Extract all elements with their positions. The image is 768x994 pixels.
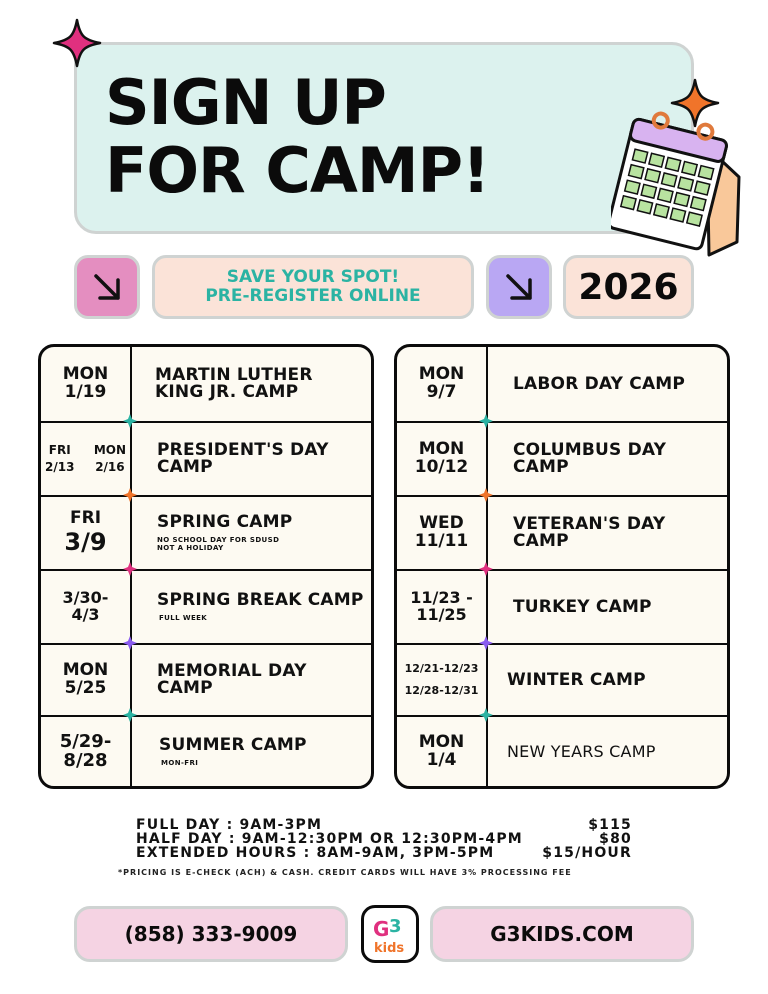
date-line: MON <box>418 364 465 385</box>
camp-event <box>513 497 721 569</box>
camp-note: NO SCHOOL DAY FOR SDUSD <box>157 536 280 544</box>
camp-event <box>157 571 365 643</box>
page-title <box>105 66 490 207</box>
camp-date <box>397 347 486 421</box>
pricing-table <box>136 818 632 860</box>
diamond-icon <box>123 562 137 576</box>
camp-row <box>41 643 371 715</box>
sparkle-star-icon <box>52 18 102 68</box>
phone-pill[interactable] <box>74 906 348 962</box>
camp-name: CAMP <box>513 531 569 551</box>
date-line: 11/25 <box>416 605 467 624</box>
date-line: 11/11 <box>414 531 469 551</box>
schedule-left-panel <box>38 344 374 789</box>
preregister-banner[interactable] <box>152 255 474 319</box>
camp-event <box>155 347 365 421</box>
arrow-right-box <box>486 255 552 319</box>
date-line: FRI <box>69 508 102 529</box>
diamond-icon <box>479 562 493 576</box>
date-line: 8/28 <box>63 749 108 771</box>
camp-row <box>397 643 727 715</box>
date-line: 5/25 <box>64 678 107 698</box>
title-line-1: SIGN UP <box>105 66 386 139</box>
pricing-value: $15/HOUR <box>542 845 632 861</box>
arrow-down-right-icon <box>90 270 124 304</box>
camp-date <box>41 423 130 495</box>
camp-name: SPRING CAMP <box>157 512 293 532</box>
website-pill[interactable] <box>430 906 694 962</box>
camp-row <box>397 569 727 643</box>
camp-event <box>513 571 721 643</box>
camp-date <box>397 645 486 715</box>
date-line: MON <box>93 443 126 458</box>
camp-row <box>41 347 371 421</box>
diamond-icon <box>123 636 137 650</box>
pricing-row <box>136 818 632 832</box>
camp-date <box>397 423 486 495</box>
camp-event <box>513 423 721 495</box>
camp-date <box>41 347 130 421</box>
camp-name: CAMP <box>157 457 213 477</box>
camp-name: MARTIN LUTHER <box>155 365 313 385</box>
date-line: 10/12 <box>414 457 469 477</box>
camp-name: KING JR. CAMP <box>155 382 299 402</box>
date-line: 3/9 <box>64 528 107 557</box>
camp-date <box>397 497 486 569</box>
pricing-label: FULL DAY : 9AM-3PM <box>136 817 323 833</box>
date-line: FRI <box>48 443 71 458</box>
camp-note: MON-FRI <box>161 758 199 767</box>
camp-name: PRESIDENT'S DAY <box>157 440 329 460</box>
pricing-row <box>136 846 632 860</box>
date-line: 12/21-12/23 <box>404 662 479 676</box>
arrow-left-box <box>74 255 140 319</box>
sparkle-star-icon <box>670 78 720 128</box>
year-badge <box>563 255 694 319</box>
camp-name: WINTER CAMP <box>507 669 646 690</box>
date-line: 2/16 <box>95 460 125 474</box>
date-line: 5/29- <box>59 730 112 752</box>
logo-kids: kids <box>374 941 405 956</box>
camp-name: TURKEY CAMP <box>513 596 652 617</box>
camp-event <box>513 347 721 421</box>
camp-name: MEMORIAL DAY <box>157 661 307 681</box>
camp-row <box>41 569 371 643</box>
camp-date <box>397 717 486 786</box>
diamond-icon <box>123 414 137 428</box>
camp-date <box>41 717 130 786</box>
diamond-icon <box>123 488 137 502</box>
logo-g: G <box>373 917 390 941</box>
camp-name: COLUMBUS DAY <box>513 440 667 460</box>
date-line: 9/7 <box>426 382 457 402</box>
camp-name: LABOR DAY CAMP <box>513 373 686 394</box>
camp-name: SPRING BREAK CAMP <box>157 590 364 610</box>
preregister-text: PRE-REGISTER ONLINE <box>205 286 421 306</box>
camp-row <box>41 421 371 495</box>
camp-date <box>41 497 130 569</box>
camp-name: CAMP <box>157 678 213 698</box>
camp-date <box>397 571 486 643</box>
camp-name: SUMMER CAMP <box>159 734 307 755</box>
save-spot-text: SAVE YOUR SPOT! <box>226 267 400 287</box>
title-line-2: FOR CAMP! <box>105 134 490 207</box>
camp-name: VETERAN'S DAY <box>513 514 666 534</box>
date-line: 12/28-12/31 <box>404 684 479 697</box>
diamond-icon <box>479 636 493 650</box>
camp-note: NOT A HOLIDAY <box>157 544 224 552</box>
year-text: 2026 <box>578 266 679 308</box>
camp-event <box>157 423 365 495</box>
date-line: MON <box>62 660 109 681</box>
date-line: MON <box>418 439 465 460</box>
pricing-label: HALF DAY : 9AM-12:30PM OR 12:30PM-4PM <box>136 831 523 847</box>
pricing-value: $115 <box>588 817 632 833</box>
diamond-icon <box>123 708 137 722</box>
date-line: WED <box>419 513 464 534</box>
diamond-icon <box>479 414 493 428</box>
camp-date <box>41 645 130 715</box>
g3-kids-logo-icon <box>364 908 416 960</box>
logo-3: 3 <box>389 916 402 937</box>
date-line: 4/3 <box>71 605 100 624</box>
arrow-down-right-icon <box>502 270 536 304</box>
pricing-row <box>136 832 632 846</box>
hero-banner <box>74 42 694 234</box>
camp-event <box>157 645 365 715</box>
camp-row <box>397 347 727 421</box>
camp-event <box>507 717 721 786</box>
date-line: 3/30- <box>62 588 109 608</box>
camp-name: CAMP <box>513 457 569 477</box>
camp-row <box>397 421 727 495</box>
pricing-fine-print: *PRICING IS E-CHECK (ACH) & CASH. CREDIT CARDS WILL HAVE 3% PROCESSING FEE <box>118 868 572 877</box>
camp-row <box>41 495 371 569</box>
date-line: 1/19 <box>64 382 107 402</box>
diamond-icon <box>479 708 493 722</box>
calendar-icon <box>611 107 751 257</box>
date-line: MON <box>418 731 465 752</box>
diamond-icon <box>479 488 493 502</box>
g3-kids-logo <box>361 905 419 963</box>
camp-note: FULL WEEK <box>159 614 208 622</box>
camp-row <box>397 495 727 569</box>
website-link[interactable]: G3KIDS.COM <box>490 922 634 946</box>
schedule-right-panel <box>394 344 730 789</box>
camp-row <box>397 715 727 786</box>
date-line: 1/4 <box>426 749 457 770</box>
camp-event <box>159 717 365 786</box>
date-line: 11/23 - <box>410 588 473 608</box>
phone-number[interactable]: (858) 333-9009 <box>124 922 298 946</box>
date-line: MON <box>62 364 109 385</box>
camp-date <box>41 571 130 643</box>
camp-row <box>41 715 371 786</box>
camp-name: NEW YEARS CAMP <box>507 742 656 761</box>
date-line: 2/13 <box>45 460 75 474</box>
pricing-value: $80 <box>599 831 632 847</box>
camp-event <box>157 497 365 569</box>
camp-event <box>507 645 721 715</box>
pricing-label: EXTENDED HOURS : 8AM-9AM, 3PM-5PM <box>136 845 495 861</box>
